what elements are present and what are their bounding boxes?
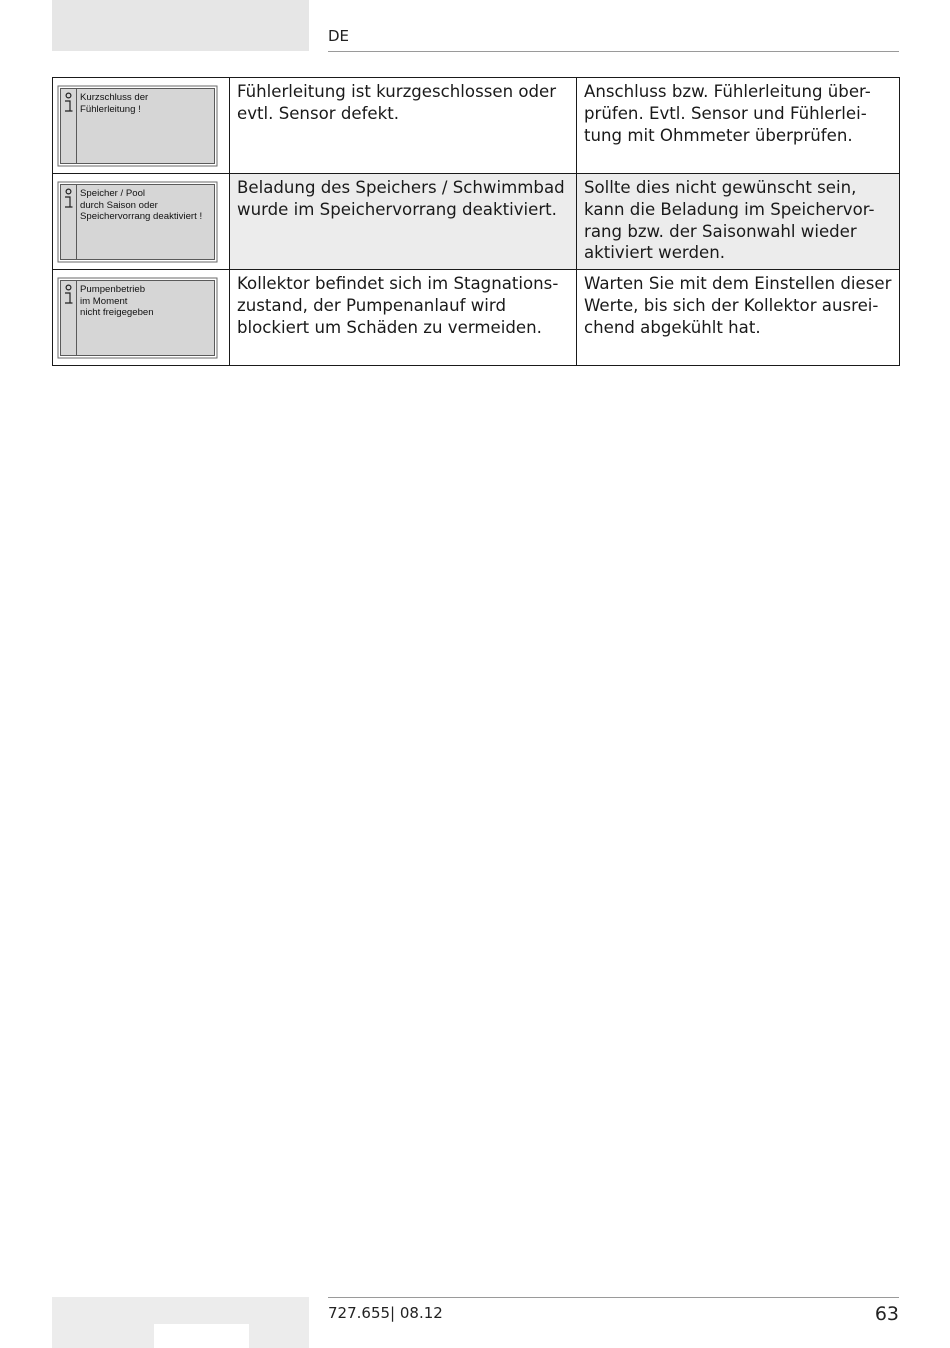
footer-gray-block	[52, 1297, 309, 1348]
remedy-cell: Warten Sie mit dem Einstellen dieser Werte, bis sich der Kollektor ausrei-chend abgekühlt hat.	[577, 270, 900, 366]
footer-notch	[154, 1324, 249, 1348]
display-cell	[53, 78, 230, 174]
display-screen	[60, 280, 215, 356]
display-sidebar	[61, 89, 77, 163]
language-label: DE	[328, 27, 350, 45]
cause-cell: Fühlerleitung ist kurzgeschlossen oder evtl. Sensor defekt.	[230, 78, 577, 174]
cause-cell: Kollektor befindet sich im Stagnations-zustand, der Pumpenanlauf wird blockiert um Schäden zu vermeiden.	[230, 270, 577, 366]
footer-rule	[328, 1297, 899, 1298]
display-screen	[60, 184, 215, 260]
info-icon	[63, 92, 74, 114]
header-gray-block	[52, 0, 309, 51]
display-text	[80, 284, 212, 319]
display-sidebar	[61, 185, 77, 259]
display-line: Fühlerleitung !	[80, 103, 141, 115]
display-text	[80, 92, 212, 115]
info-icon	[63, 284, 74, 306]
display-line: Speicher / Pool	[80, 188, 146, 199]
cause-cell: Beladung des Speichers / Schwimmbad wurde im Speichervorrang deaktiviert.	[230, 174, 577, 270]
display-cell	[53, 174, 230, 270]
table-row	[53, 270, 900, 366]
display-line: durch Saison oder	[80, 199, 158, 211]
display-cell	[53, 270, 230, 366]
remedy-cell: Sollte dies nicht gewünscht sein, kann die Beladung im Speichervor-rang bzw. der Saisonwahl wieder aktiviert werden.	[577, 174, 900, 270]
table-row	[53, 78, 900, 174]
display-text	[80, 188, 212, 223]
display-line: im Moment	[80, 295, 128, 307]
table-row	[53, 174, 900, 270]
remedy-cell: Anschluss bzw. Fühlerleitung über-prüfen. Evtl. Sensor und Fühlerlei-tung mit Ohmmeter überprüfen.	[577, 78, 900, 174]
info-icon	[63, 188, 74, 210]
display-sidebar	[61, 281, 77, 355]
document-number: 727.655| 08.12	[328, 1304, 443, 1322]
display-line: Kurzschluss der	[80, 92, 149, 103]
display-screen	[60, 88, 215, 164]
header-rule	[328, 51, 899, 52]
page-number: 63	[874, 1303, 899, 1325]
error-message-table	[52, 77, 900, 366]
display-line: nicht freigegeben	[80, 307, 154, 318]
display-line: Speichervorrang deaktiviert !	[80, 211, 203, 222]
display-line: Pumpenbetrieb	[80, 284, 146, 295]
